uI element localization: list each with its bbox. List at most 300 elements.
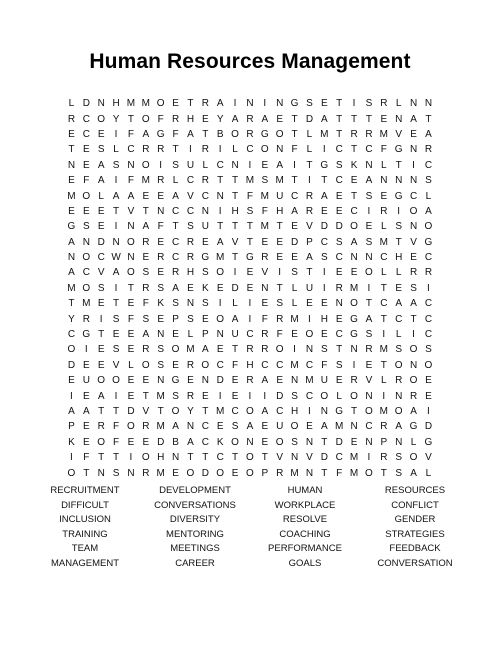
grid-letter[interactable]: L: [232, 144, 238, 156]
grid-letter[interactable]: T: [202, 452, 209, 464]
grid-letter[interactable]: D: [290, 236, 299, 248]
grid-letter[interactable]: T: [321, 436, 328, 448]
grid-letter[interactable]: N: [97, 467, 105, 479]
grid-letter[interactable]: R: [380, 452, 388, 464]
grid-letter[interactable]: L: [381, 221, 387, 233]
grid-letter[interactable]: S: [82, 221, 90, 233]
grid-letter[interactable]: F: [127, 313, 134, 325]
grid-letter[interactable]: R: [157, 175, 165, 187]
grid-letter[interactable]: N: [409, 175, 418, 187]
grid-letter[interactable]: K: [157, 298, 165, 310]
grid-letter[interactable]: M: [67, 282, 76, 294]
grid-letter[interactable]: C: [276, 406, 284, 417]
grid-letter[interactable]: S: [157, 344, 165, 356]
grid-letter[interactable]: D: [424, 421, 433, 433]
grid-letter[interactable]: E: [231, 467, 239, 479]
grid-letter[interactable]: T: [217, 221, 224, 233]
grid-letter[interactable]: P: [68, 421, 75, 433]
grid-letter[interactable]: I: [367, 452, 371, 464]
grid-letter[interactable]: O: [112, 375, 120, 387]
grid-letter[interactable]: F: [127, 175, 134, 187]
grid-letter[interactable]: T: [351, 113, 358, 125]
grid-letter[interactable]: N: [276, 144, 284, 156]
grid-letter[interactable]: C: [276, 359, 284, 371]
grid-letter[interactable]: I: [308, 175, 311, 187]
grid-letter[interactable]: E: [142, 436, 150, 448]
grid-letter[interactable]: D: [127, 406, 135, 417]
grid-letter[interactable]: I: [218, 390, 222, 402]
grid-letter[interactable]: I: [263, 390, 267, 402]
grid-letter[interactable]: R: [276, 467, 284, 479]
grid-letter[interactable]: A: [142, 329, 150, 341]
grid-letter[interactable]: M: [379, 406, 388, 417]
grid-letter[interactable]: G: [260, 128, 269, 140]
grid-letter[interactable]: R: [246, 113, 254, 125]
grid-letter[interactable]: O: [67, 467, 76, 479]
grid-letter[interactable]: E: [97, 298, 105, 310]
grid-letter[interactable]: N: [67, 159, 76, 171]
grid-letter[interactable]: N: [186, 298, 195, 310]
grid-letter[interactable]: T: [276, 282, 283, 294]
grid-letter[interactable]: S: [97, 144, 105, 156]
grid-letter[interactable]: R: [142, 421, 150, 433]
grid-letter[interactable]: N: [261, 282, 269, 294]
grid-letter[interactable]: O: [246, 406, 254, 417]
grid-letter[interactable]: G: [246, 252, 254, 264]
grid-letter[interactable]: A: [82, 406, 90, 417]
grid-letter[interactable]: C: [171, 236, 180, 248]
grid-letter[interactable]: C: [201, 190, 209, 202]
grid-letter[interactable]: M: [379, 236, 388, 248]
grid-letter[interactable]: A: [320, 190, 328, 202]
grid-letter[interactable]: N: [97, 98, 105, 110]
grid-letter[interactable]: E: [97, 128, 105, 140]
grid-letter[interactable]: O: [260, 144, 269, 156]
grid-letter[interactable]: B: [172, 436, 179, 448]
grid-letter[interactable]: E: [365, 359, 373, 371]
grid-letter[interactable]: O: [290, 421, 299, 433]
grid-letter[interactable]: I: [322, 144, 326, 156]
grid-letter[interactable]: I: [352, 98, 356, 110]
grid-letter[interactable]: C: [380, 252, 388, 264]
grid-letter[interactable]: N: [157, 329, 165, 341]
grid-letter[interactable]: T: [246, 221, 253, 233]
grid-letter[interactable]: I: [322, 282, 326, 294]
grid-letter[interactable]: L: [381, 267, 387, 279]
grid-letter[interactable]: T: [232, 344, 239, 356]
grid-letter[interactable]: A: [425, 128, 432, 140]
grid-letter[interactable]: R: [246, 344, 254, 356]
grid-letter[interactable]: E: [82, 421, 90, 433]
grid-letter[interactable]: I: [293, 344, 296, 356]
grid-letter[interactable]: L: [410, 436, 417, 448]
grid-letter[interactable]: L: [395, 267, 402, 279]
grid-letter[interactable]: C: [335, 452, 343, 464]
grid-letter[interactable]: I: [159, 159, 163, 171]
grid-letter[interactable]: E: [201, 236, 209, 248]
grid-letter[interactable]: T: [306, 159, 313, 171]
grid-letter[interactable]: G: [409, 421, 418, 433]
grid-letter[interactable]: E: [97, 205, 105, 217]
grid-letter[interactable]: E: [335, 375, 343, 387]
grid-letter[interactable]: I: [129, 452, 133, 464]
grid-letter[interactable]: T: [68, 298, 75, 310]
grid-letter[interactable]: H: [186, 267, 195, 279]
grid-letter[interactable]: O: [82, 282, 91, 294]
grid-letter[interactable]: C: [261, 359, 269, 371]
grid-letter[interactable]: T: [98, 452, 105, 464]
grid-letter[interactable]: N: [395, 390, 403, 402]
grid-letter[interactable]: C: [424, 159, 433, 171]
grid-letter[interactable]: C: [335, 175, 343, 187]
grid-letter[interactable]: A: [365, 313, 373, 325]
grid-letter[interactable]: R: [97, 421, 105, 433]
grid-letter[interactable]: O: [127, 421, 135, 433]
grid-letter[interactable]: Y: [187, 406, 194, 417]
grid-letter[interactable]: R: [142, 344, 150, 356]
grid-letter[interactable]: O: [424, 221, 433, 233]
grid-letter[interactable]: E: [395, 282, 403, 294]
grid-letter[interactable]: C: [216, 359, 224, 371]
grid-letter[interactable]: L: [232, 298, 238, 310]
grid-letter[interactable]: T: [98, 406, 105, 417]
grid-letter[interactable]: O: [365, 467, 373, 479]
grid-letter[interactable]: C: [171, 252, 180, 264]
grid-letter[interactable]: E: [68, 175, 75, 187]
grid-letter[interactable]: V: [276, 452, 284, 464]
grid-letter[interactable]: N: [350, 252, 358, 264]
grid-letter[interactable]: N: [395, 436, 403, 448]
grid-letter[interactable]: A: [410, 406, 417, 417]
grid-letter[interactable]: T: [321, 175, 328, 187]
grid-letter[interactable]: O: [409, 205, 418, 217]
grid-letter[interactable]: E: [276, 236, 284, 248]
grid-letter[interactable]: C: [216, 159, 224, 171]
grid-letter[interactable]: G: [335, 406, 344, 417]
grid-letter[interactable]: F: [380, 144, 387, 156]
grid-letter[interactable]: I: [352, 359, 356, 371]
grid-letter[interactable]: S: [395, 467, 403, 479]
grid-letter[interactable]: R: [409, 267, 418, 279]
grid-letter[interactable]: T: [365, 113, 372, 125]
grid-letter[interactable]: E: [82, 359, 90, 371]
grid-letter[interactable]: I: [248, 298, 252, 310]
grid-letter[interactable]: S: [157, 282, 165, 294]
grid-letter[interactable]: I: [218, 205, 222, 217]
grid-letter[interactable]: V: [365, 375, 373, 387]
grid-letter[interactable]: R: [82, 313, 90, 325]
grid-letter[interactable]: F: [113, 421, 120, 433]
grid-letter[interactable]: O: [127, 236, 135, 248]
grid-letter[interactable]: R: [261, 344, 269, 356]
grid-letter[interactable]: A: [291, 205, 298, 217]
grid-letter[interactable]: T: [351, 190, 358, 202]
grid-letter[interactable]: T: [306, 267, 313, 279]
grid-letter[interactable]: O: [141, 359, 150, 371]
grid-letter[interactable]: C: [335, 329, 343, 341]
grid-letter[interactable]: T: [172, 221, 179, 233]
grid-letter[interactable]: T: [172, 144, 179, 156]
grid-letter[interactable]: M: [260, 190, 269, 202]
grid-letter[interactable]: R: [201, 144, 209, 156]
grid-letter[interactable]: E: [201, 313, 209, 325]
grid-letter[interactable]: E: [350, 436, 358, 448]
grid-letter[interactable]: V: [127, 205, 135, 217]
grid-letter[interactable]: T: [380, 282, 387, 294]
grid-letter[interactable]: O: [231, 436, 239, 448]
grid-letter[interactable]: O: [171, 406, 180, 417]
grid-letter[interactable]: A: [320, 421, 328, 433]
grid-letter[interactable]: V: [97, 267, 105, 279]
grid-letter[interactable]: U: [186, 159, 195, 171]
grid-letter[interactable]: T: [425, 113, 432, 125]
grid-letter[interactable]: E: [97, 221, 105, 233]
grid-letter[interactable]: S: [261, 175, 269, 187]
grid-letter[interactable]: F: [83, 452, 90, 464]
grid-letter[interactable]: N: [305, 467, 314, 479]
grid-letter[interactable]: A: [216, 98, 224, 110]
grid-letter[interactable]: I: [412, 159, 415, 171]
grid-letter[interactable]: C: [82, 113, 90, 125]
grid-letter[interactable]: L: [306, 144, 313, 156]
grid-letter[interactable]: E: [82, 144, 90, 156]
grid-letter[interactable]: E: [276, 113, 284, 125]
grid-letter[interactable]: A: [216, 236, 224, 248]
grid-letter[interactable]: O: [409, 375, 418, 387]
grid-letter[interactable]: V: [231, 236, 239, 248]
grid-letter[interactable]: D: [320, 452, 328, 464]
grid-letter[interactable]: U: [320, 375, 328, 387]
grid-letter[interactable]: G: [171, 375, 180, 387]
grid-letter[interactable]: L: [68, 98, 75, 110]
grid-letter[interactable]: M: [320, 128, 329, 140]
grid-letter[interactable]: I: [70, 452, 73, 464]
grid-letter[interactable]: D: [97, 236, 105, 248]
grid-letter[interactable]: L: [98, 190, 104, 202]
grid-letter[interactable]: E: [291, 252, 298, 264]
grid-letter[interactable]: N: [290, 375, 299, 387]
grid-letter[interactable]: S: [246, 205, 254, 217]
grid-letter[interactable]: E: [127, 375, 135, 387]
grid-letter[interactable]: M: [290, 313, 299, 325]
grid-letter[interactable]: N: [350, 344, 358, 356]
grid-letter[interactable]: S: [335, 359, 343, 371]
grid-letter[interactable]: U: [276, 190, 284, 202]
grid-letter[interactable]: I: [397, 205, 401, 217]
grid-letter[interactable]: T: [246, 236, 253, 248]
grid-letter[interactable]: M: [260, 221, 269, 233]
grid-letter[interactable]: E: [320, 329, 328, 341]
grid-letter[interactable]: E: [350, 267, 358, 279]
grid-letter[interactable]: E: [231, 375, 239, 387]
grid-letter[interactable]: A: [261, 113, 269, 125]
grid-letter[interactable]: L: [202, 159, 209, 171]
grid-letter[interactable]: N: [424, 98, 433, 110]
grid-letter[interactable]: S: [425, 175, 432, 187]
grid-letter[interactable]: D: [320, 221, 328, 233]
grid-letter[interactable]: S: [306, 98, 313, 110]
grid-letter[interactable]: M: [67, 190, 76, 202]
grid-letter[interactable]: U: [231, 329, 239, 341]
grid-letter[interactable]: A: [68, 236, 75, 248]
grid-letter[interactable]: F: [261, 205, 268, 217]
grid-letter[interactable]: M: [335, 421, 344, 433]
grid-letter[interactable]: O: [305, 329, 314, 341]
grid-letter[interactable]: O: [365, 406, 373, 417]
grid-letter[interactable]: E: [127, 344, 135, 356]
grid-letter[interactable]: V: [112, 359, 120, 371]
grid-letter[interactable]: R: [171, 267, 180, 279]
grid-letter[interactable]: E: [335, 267, 343, 279]
grid-letter[interactable]: E: [172, 98, 179, 110]
grid-letter[interactable]: L: [425, 190, 432, 202]
grid-letter[interactable]: S: [172, 390, 179, 402]
grid-letter[interactable]: C: [365, 144, 373, 156]
grid-letter[interactable]: G: [424, 436, 433, 448]
grid-letter[interactable]: L: [336, 390, 342, 402]
grid-letter[interactable]: Y: [68, 313, 75, 325]
grid-letter[interactable]: T: [187, 452, 194, 464]
grid-letter[interactable]: M: [290, 359, 299, 371]
grid-letter[interactable]: N: [201, 375, 209, 387]
grid-letter[interactable]: U: [201, 221, 209, 233]
grid-letter[interactable]: N: [246, 436, 254, 448]
grid-letter[interactable]: R: [186, 252, 195, 264]
grid-letter[interactable]: I: [263, 98, 267, 110]
grid-letter[interactable]: S: [231, 421, 239, 433]
grid-letter[interactable]: A: [172, 282, 179, 294]
grid-letter[interactable]: S: [172, 159, 179, 171]
grid-letter[interactable]: S: [97, 282, 105, 294]
grid-letter[interactable]: A: [68, 406, 75, 417]
grid-letter[interactable]: T: [351, 406, 358, 417]
grid-letter[interactable]: E: [425, 375, 432, 387]
grid-letter[interactable]: C: [67, 329, 76, 341]
grid-letter[interactable]: S: [425, 344, 432, 356]
grid-letter[interactable]: R: [201, 175, 209, 187]
grid-letter[interactable]: G: [394, 144, 403, 156]
grid-letter[interactable]: I: [84, 344, 88, 356]
grid-letter[interactable]: C: [320, 236, 328, 248]
grid-letter[interactable]: F: [232, 359, 239, 371]
grid-letter[interactable]: A: [112, 267, 120, 279]
grid-letter[interactable]: M: [216, 252, 225, 264]
grid-letter[interactable]: O: [409, 452, 418, 464]
grid-letter[interactable]: S: [365, 236, 373, 248]
grid-letter[interactable]: I: [427, 282, 430, 294]
grid-letter[interactable]: V: [306, 221, 313, 233]
grid-letter[interactable]: K: [201, 282, 209, 294]
grid-letter[interactable]: U: [305, 282, 314, 294]
grid-letter[interactable]: E: [320, 298, 328, 310]
grid-letter[interactable]: T: [395, 159, 402, 171]
grid-letter[interactable]: E: [261, 298, 269, 310]
grid-letter[interactable]: E: [142, 190, 150, 202]
grid-letter[interactable]: T: [410, 313, 417, 325]
grid-letter[interactable]: E: [276, 375, 284, 387]
grid-letter[interactable]: I: [114, 175, 118, 187]
grid-letter[interactable]: E: [261, 436, 269, 448]
grid-letter[interactable]: O: [320, 390, 329, 402]
grid-letter[interactable]: I: [114, 282, 118, 294]
grid-letter[interactable]: N: [67, 252, 76, 264]
grid-letter[interactable]: M: [275, 175, 284, 187]
grid-letter[interactable]: S: [320, 252, 328, 264]
grid-letter[interactable]: F: [336, 467, 343, 479]
grid-letter[interactable]: C: [335, 144, 343, 156]
grid-letter[interactable]: M: [216, 406, 225, 417]
grid-letter[interactable]: L: [425, 467, 432, 479]
grid-letter[interactable]: A: [127, 190, 135, 202]
grid-letter[interactable]: S: [410, 282, 417, 294]
grid-letter[interactable]: F: [157, 113, 164, 125]
grid-letter[interactable]: O: [156, 98, 165, 110]
grid-letter[interactable]: G: [156, 128, 165, 140]
grid-letter[interactable]: C: [409, 190, 418, 202]
grid-letter[interactable]: M: [245, 175, 255, 187]
grid-letter[interactable]: R: [157, 144, 165, 156]
grid-letter[interactable]: S: [365, 190, 373, 202]
grid-letter[interactable]: T: [127, 113, 134, 125]
grid-letter[interactable]: O: [201, 359, 210, 371]
grid-letter[interactable]: M: [379, 344, 388, 356]
grid-letter[interactable]: N: [409, 144, 418, 156]
grid-letter[interactable]: N: [320, 406, 328, 417]
grid-letter[interactable]: E: [365, 221, 373, 233]
grid-letter[interactable]: C: [127, 144, 135, 156]
grid-letter[interactable]: O: [67, 344, 76, 356]
grid-letter[interactable]: S: [291, 267, 298, 279]
grid-letter[interactable]: I: [248, 390, 252, 402]
grid-letter[interactable]: K: [350, 159, 358, 171]
grid-letter[interactable]: L: [291, 298, 298, 310]
grid-letter[interactable]: I: [233, 98, 237, 110]
grid-letter[interactable]: M: [379, 128, 388, 140]
grid-letter[interactable]: A: [112, 190, 120, 202]
grid-letter[interactable]: O: [350, 221, 358, 233]
grid-letter[interactable]: R: [335, 282, 343, 294]
grid-letter[interactable]: T: [232, 221, 239, 233]
grid-letter[interactable]: O: [275, 344, 284, 356]
grid-letter[interactable]: A: [365, 175, 373, 187]
grid-letter[interactable]: O: [127, 267, 135, 279]
grid-letter[interactable]: M: [305, 375, 314, 387]
grid-letter[interactable]: T: [217, 175, 224, 187]
grid-letter[interactable]: R: [142, 467, 150, 479]
grid-letter[interactable]: S: [335, 236, 343, 248]
grid-letter[interactable]: E: [380, 190, 388, 202]
grid-letter[interactable]: A: [395, 298, 403, 310]
grid-letter[interactable]: C: [350, 205, 358, 217]
grid-letter[interactable]: M: [290, 467, 299, 479]
grid-letter[interactable]: C: [82, 128, 90, 140]
grid-letter[interactable]: O: [365, 267, 373, 279]
grid-letter[interactable]: A: [410, 467, 417, 479]
grid-letter[interactable]: O: [350, 390, 358, 402]
grid-letter[interactable]: E: [410, 252, 417, 264]
grid-letter[interactable]: E: [216, 344, 224, 356]
grid-letter[interactable]: N: [216, 329, 224, 341]
grid-letter[interactable]: F: [172, 128, 179, 140]
grid-letter[interactable]: O: [141, 159, 150, 171]
grid-letter[interactable]: S: [112, 467, 120, 479]
grid-letter[interactable]: E: [261, 159, 269, 171]
grid-letter[interactable]: T: [232, 252, 239, 264]
grid-letter[interactable]: E: [82, 205, 90, 217]
grid-letter[interactable]: I: [308, 406, 311, 417]
grid-letter[interactable]: N: [127, 221, 135, 233]
grid-letter[interactable]: A: [201, 344, 209, 356]
